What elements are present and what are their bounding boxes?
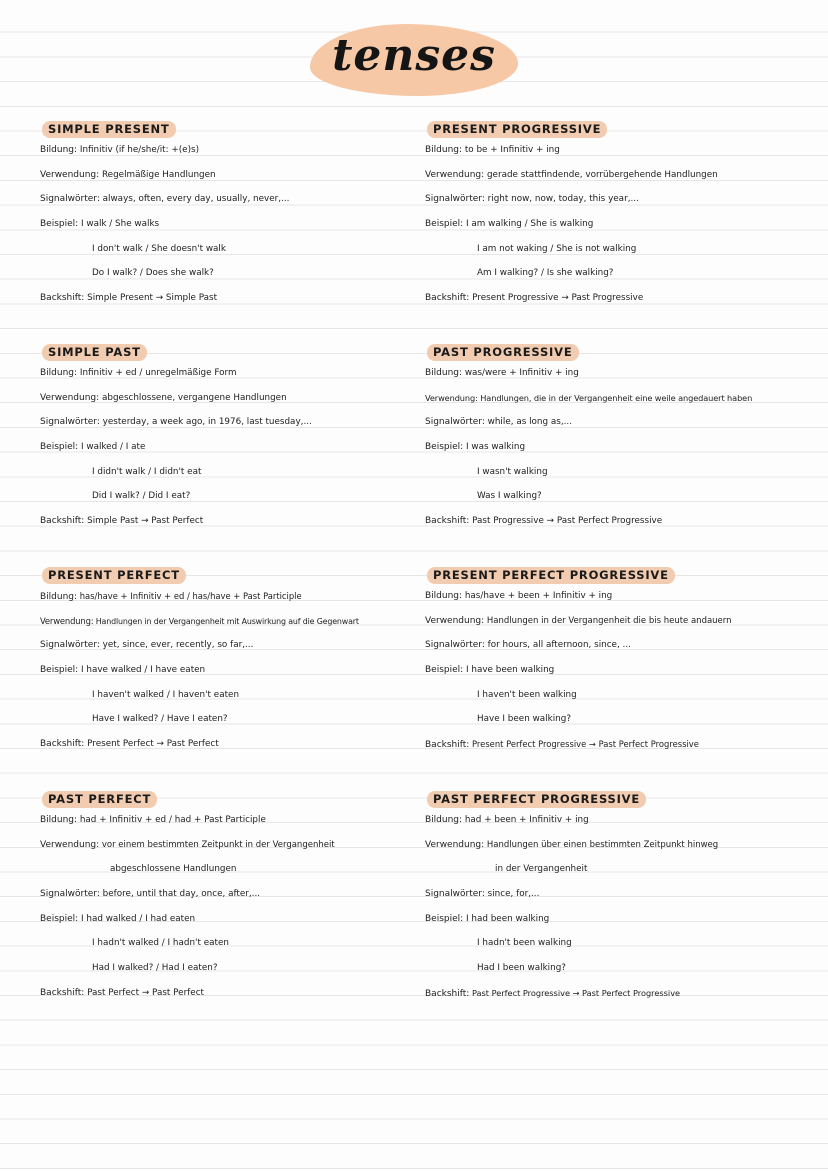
beispiel-negation: I haven't walked / I haven't eaten — [92, 689, 240, 700]
verwendung-line: Verwendung: Handlungen in der Vergangenheit mit Auswirkung auf die Gegenwart — [40, 615, 359, 626]
signal-line: Signalwörter: yet, since, ever, recently, so far,... — [40, 640, 254, 651]
beispiel-negation: I hadn't walked / I hadn't eaten — [92, 938, 229, 949]
bildung-line: Bildung: had + Infinitiv + ed / had + Past Participle — [40, 815, 266, 825]
title-area — [0, 24, 828, 96]
beispiel-question: Did I walk? / Did I eat? — [92, 491, 191, 502]
bildung-line: Bildung: Infinitiv + ed / unregelmäßige Form — [40, 368, 237, 378]
section-header: SIMPLE PAST — [42, 344, 147, 361]
bildung-line: Bildung: Infinitiv (if he/she/it: +(e)s) — [40, 145, 200, 155]
verwendung-line: Verwendung: Regelmäßige Handlungen — [40, 169, 216, 180]
backshift-line: Backshift: Simple Past → Past Perfect — [40, 516, 204, 527]
bildung-line: Bildung: was/were + Infinitiv + ing — [425, 368, 579, 378]
beispiel-negation: I haven't been walking — [477, 689, 577, 700]
backshift-line: Backshift: Present Progressive → Past Progressive — [425, 293, 644, 304]
beispiel-line: Beispiel: I was walking — [425, 442, 526, 453]
signal-line: Signalwörter: right now, now, today, this year,... — [425, 194, 639, 205]
beispiel-negation: I didn't walk / I didn't eat — [92, 466, 202, 477]
section-header: PAST PERFECT PROGRESSIVE — [427, 791, 646, 808]
section-header: PAST PERFECT — [42, 791, 157, 808]
verwendung-line: Verwendung: abgeschlossene, vergangene Handlungen — [40, 392, 287, 403]
backshift-line: Backshift: Past Perfect Progressive → Past Perfect Progressive — [425, 987, 681, 999]
section-header: PRESENT PROGRESSIVE — [427, 121, 607, 138]
beispiel-question: Have I walked? / Have I eaten? — [92, 714, 228, 725]
bildung-line: Bildung: had + been + Infinitiv + ing — [425, 815, 589, 825]
section-header: PRESENT PERFECT PROGRESSIVE — [427, 567, 675, 584]
page-title: tenses — [332, 30, 496, 81]
backshift-line: Backshift: Simple Present → Simple Past — [40, 293, 218, 304]
bildung-line: Bildung: has/have + Infinitiv + ed / has/have + Past Participle — [40, 591, 302, 602]
beispiel-line: Beispiel: I have walked / I have eaten — [40, 665, 206, 676]
signal-line: Signalwörter: for hours, all afternoon, since, ... — [425, 640, 631, 651]
signal-line: Signalwörter: while, as long as,... — [425, 417, 573, 428]
beispiel-line: Beispiel: I walk / She walks — [40, 219, 160, 230]
section-header: SIMPLE PRESENT — [42, 121, 176, 138]
verwendung-continuation: abgeschlossene Handlungen — [110, 864, 237, 875]
signal-line: Signalwörter: since, for,... — [425, 889, 540, 900]
beispiel-line: Beispiel: I am walking / She is walking — [425, 219, 594, 230]
verwendung-line: Verwendung: Handlungen über einen bestimmten Zeitpunkt hinweg — [425, 839, 719, 850]
signal-line: Signalwörter: before, until that day, once, after,... — [40, 889, 261, 900]
backshift-line: Backshift: Past Progressive → Past Perfect Progressive — [425, 516, 663, 527]
beispiel-question: Had I walked? / Had I eaten? — [92, 963, 218, 974]
title-highlight — [310, 24, 518, 96]
section-simple-past — [40, 341, 450, 534]
backshift-line: Backshift: Present Perfect Progressive → Past Perfect Progressive — [425, 739, 699, 751]
backshift-line: Backshift: Past Perfect → Past Perfect — [40, 987, 204, 998]
section-present-perfect — [40, 564, 450, 757]
section-header: PRESENT PERFECT — [42, 567, 186, 584]
section-past-progressive — [425, 341, 825, 534]
verwendung-line: Verwendung: gerade stattfindende, vorrübergehende Handlungen — [425, 169, 718, 180]
section-present-progressive — [425, 118, 825, 311]
beispiel-negation: I don't walk / She doesn't walk — [92, 243, 226, 254]
verwendung-line: Verwendung: Handlungen in der Vergangenheit die bis heute andauern — [425, 615, 732, 626]
beispiel-negation: I hadn't been walking — [477, 938, 572, 949]
verwendung-line: Verwendung: vor einem bestimmten Zeitpunkt in der Vergangenheit — [40, 839, 335, 850]
beispiel-question: Was I walking? — [477, 491, 542, 502]
beispiel-question: Have I been walking? — [477, 714, 571, 725]
section-past-perfect-progressive — [425, 788, 825, 1006]
signal-line: Signalwörter: yesterday, a week ago, in 1976, last tuesday,... — [40, 417, 312, 428]
section-past-perfect — [40, 788, 450, 1006]
section-present-perfect-progressive — [425, 564, 825, 757]
section-simple-present — [40, 118, 450, 311]
beispiel-line: Beispiel: I had walked / I had eaten — [40, 913, 196, 924]
backshift-line: Backshift: Present Perfect → Past Perfect — [40, 739, 219, 750]
beispiel-line: Beispiel: I have been walking — [425, 665, 555, 676]
beispiel-question: Do I walk? / Does she walk? — [92, 268, 214, 279]
beispiel-question: Had I been walking? — [477, 963, 566, 974]
signal-line: Signalwörter: always, often, every day, usually, never,... — [40, 194, 290, 205]
verwendung-continuation: in der Vergangenheit — [495, 864, 588, 875]
beispiel-negation: I am not waking / She is not walking — [477, 243, 637, 254]
bildung-line: Bildung: to be + Infinitiv + ing — [425, 145, 560, 155]
section-header: PAST PROGRESSIVE — [427, 344, 579, 361]
beispiel-line: Beispiel: I walked / I ate — [40, 442, 146, 453]
verwendung-line: Verwendung: Handlungen, die in der Vergangenheit eine weile angedauert haben — [425, 392, 753, 403]
beispiel-negation: I wasn't walking — [477, 466, 548, 477]
beispiel-line: Beispiel: I had been walking — [425, 913, 550, 924]
bildung-line: Bildung: has/have + been + Infinitiv + ing — [425, 591, 613, 601]
beispiel-question: Am I walking? / Is she walking? — [477, 268, 614, 279]
